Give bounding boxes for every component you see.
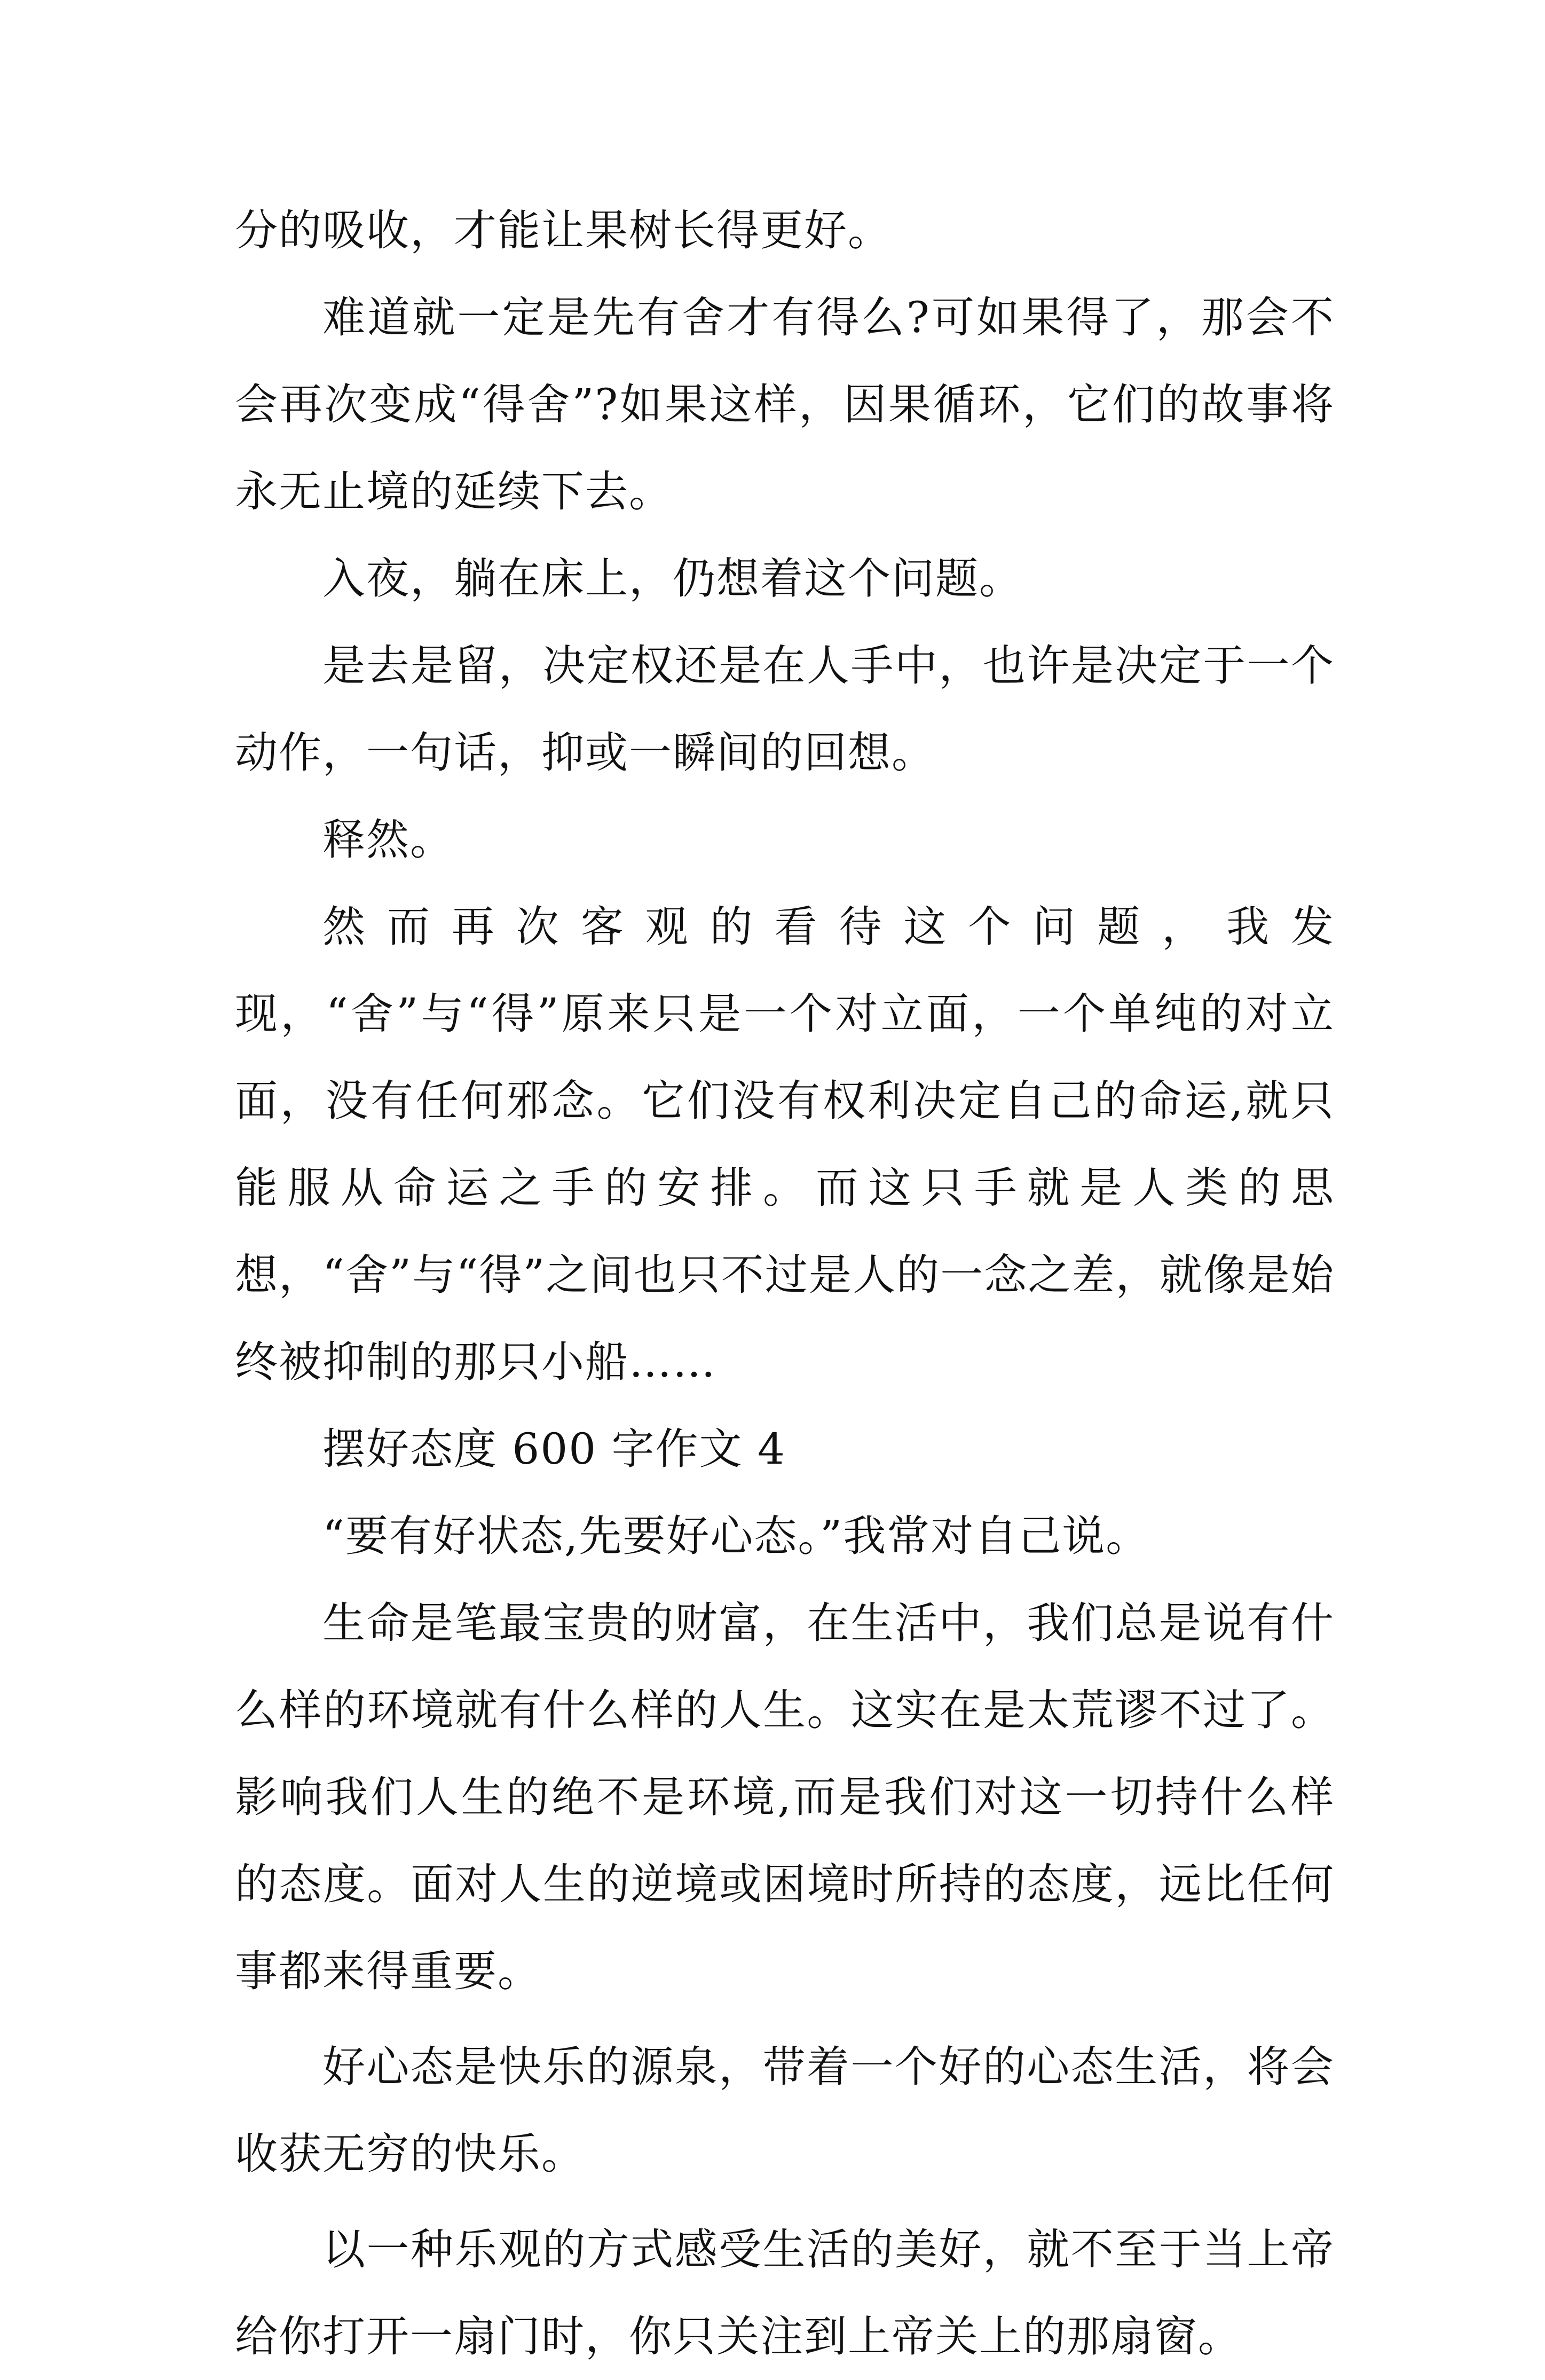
paragraph-7: “要有好状态,先要好心态。”我常对自己说。 bbox=[322, 1511, 1150, 1561]
paragraph-8: 生命是笔最宝贵的财富，在生活中，我们总是说有什么样的环境就有什么样的人生。这实在是太荒谬不过了。影响我们人生的绝不是环境,而是我们对这一切持什么样的态度。面对人生的逆境或困境时所持的态度，远比任何事都来得重要。 bbox=[235, 1598, 1335, 1996]
paragraph-6: 然而再次客观的看待这个问题，我发现，“舍”与“得”原来只是一个对立面，一个单纯的对立面，没有任何邪念。它们没有权利决定自己的命运,就只能服从命运之手的安排。而这只手就是人类的思想，“舍”与“得”之间也只不过是人的一念之差，就像是始终被抑制的那只小船…… bbox=[235, 902, 1335, 1387]
paragraph-4: 是去是留，决定权还是在人手中，也许是决定于一个动作，一句话，抑或一瞬间的回想。 bbox=[235, 641, 1335, 777]
paragraph-9: 好心态是快乐的源泉，带着一个好的心态生活，将会收获无穷的快乐。 bbox=[235, 2042, 1335, 2179]
paragraph-10: 以一种乐观的方式感受生活的美好，就不至于当上帝给你打开一扇门时，你只关注到上帝关上的那扇窗。 bbox=[235, 2225, 1335, 2361]
paragraph-2: 难道就一定是先有舍才有得么?可如果得了，那会不会再次变成“得舍”?如果这样，因果循环，它们的故事将永无止境的延续下去。 bbox=[235, 293, 1335, 516]
paragraph-3: 入夜，躺在床上，仍想着这个问题。 bbox=[322, 554, 1023, 603]
document-body bbox=[235, 187, 1335, 2380]
section-heading: 摆好态度 600 字作文 4 bbox=[322, 1424, 786, 1474]
paragraph-1: 分的吸收，才能让果树长得更好。 bbox=[235, 206, 892, 255]
paragraph-5: 释然。 bbox=[322, 815, 454, 865]
